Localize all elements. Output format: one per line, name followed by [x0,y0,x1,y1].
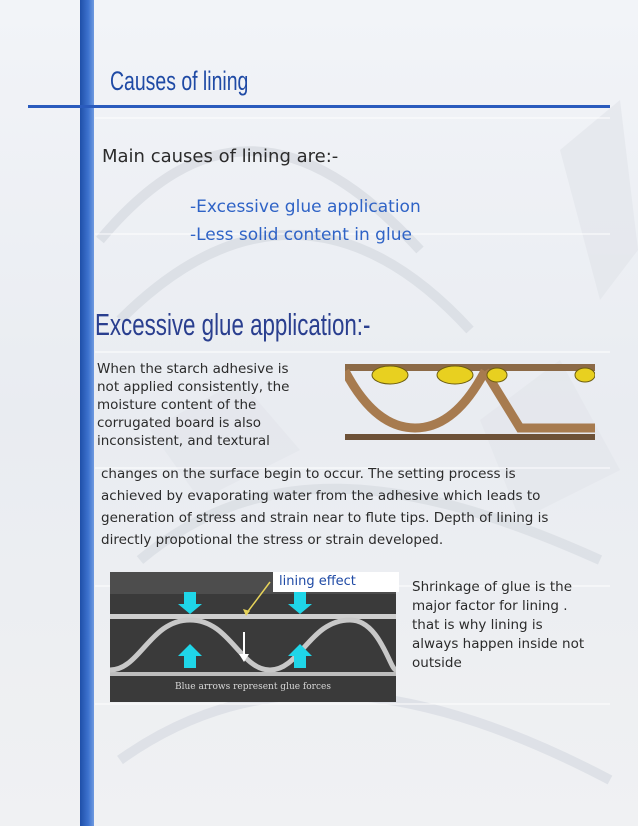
photo-caption: Blue arrows represent glue forces [175,682,331,692]
paragraph-line: generation of stress and strain near to flute tips. Depth of lining is [101,510,549,526]
note-line: major factor for lining . [412,598,568,614]
explanation-paragraph-continued [101,463,548,551]
note-line: outside [412,655,462,671]
glue-blob [575,368,595,382]
glue-blob [437,366,473,384]
left-accent-bar [80,0,94,826]
paragraph-line: corrugated board is also [97,415,262,431]
explanation-paragraph [97,360,289,450]
glue-blob [487,368,507,382]
glue-blob [372,366,408,384]
paragraph-line: inconsistent, and textural [97,433,270,449]
paragraph-line: not applied consistently, the [97,379,290,395]
note-line: always happen inside not [412,636,585,652]
paragraph-line: changes on the surface begin to occur. The setting process is [101,466,516,482]
lining-effect-photo [110,572,396,702]
paragraph-line: When the starch adhesive is [97,361,289,377]
bottom-liner [345,434,595,440]
note-line: that is why lining is [412,617,543,633]
bottom-liner [110,672,396,676]
flute-glue-diagram [345,358,595,443]
paragraph-line: achieved by evaporating water from the adhesive which leads to [101,488,541,504]
paragraph-line: directly propotional the stress or strain developed. [101,532,444,548]
section-heading: Excessive glue application:- [95,307,371,342]
note-line: Shrinkage of glue is the [412,579,573,595]
page-title: Causes of lining [110,66,249,96]
bullet-less-solid: -Less solid content in glue [190,225,412,245]
bullet-excessive-glue: -Excessive glue application [190,197,421,217]
paragraph-line: moisture content of the [97,397,257,413]
title-underline [28,105,610,108]
intro-text: Main causes of lining are:- [102,146,339,167]
lining-effect-label: lining effect [273,572,399,592]
shrinkage-note [412,578,584,673]
